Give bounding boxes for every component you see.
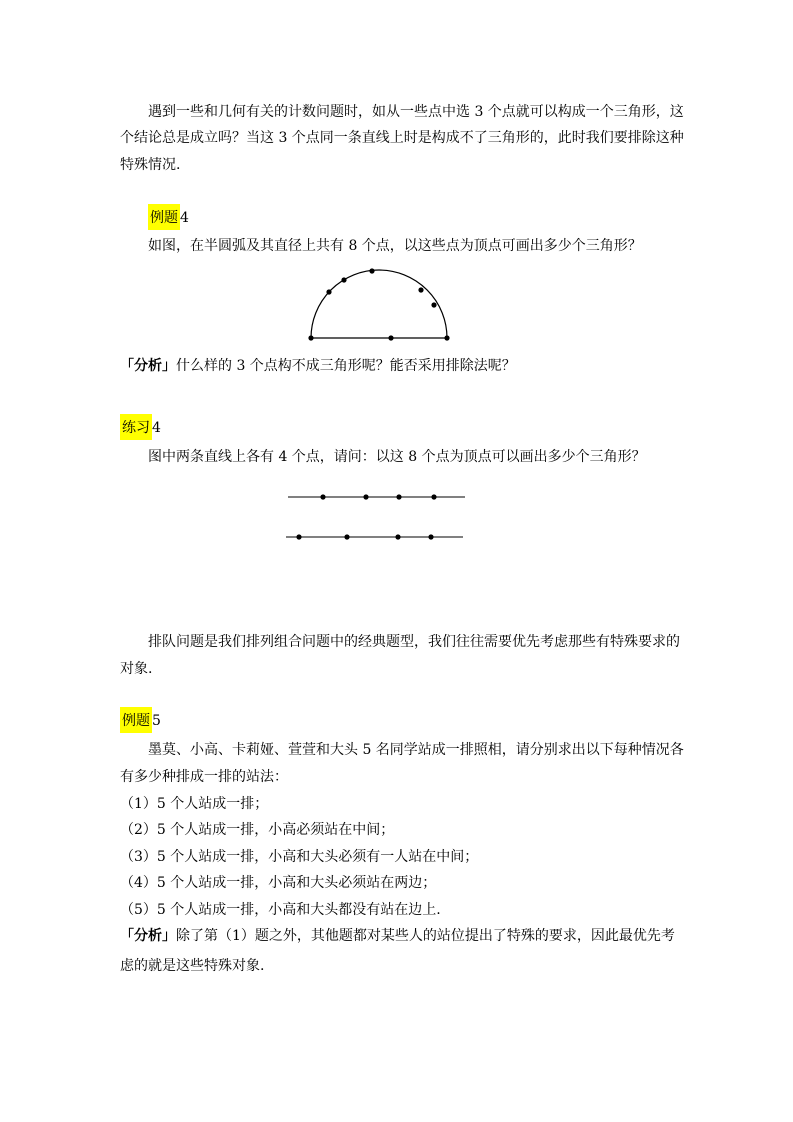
example5-item-3: （3）5 个人站成一排，小高和大头必须有一人站在中间； [120, 849, 479, 865]
example5-question-line2: 有多少种排成一排的站法： [120, 769, 288, 785]
top-point-4 [431, 494, 436, 499]
point-arc-1 [326, 289, 331, 294]
semicircle-figure [300, 262, 460, 348]
example5-analysis-line2: 虑的就是这些特殊对象. [120, 958, 265, 974]
point-arc-3 [369, 268, 374, 273]
example5-label: 例题 [120, 707, 152, 733]
intro2-line1: 排队问题是我们排列组合问题中的经典题型，我们往往需要优先考虑那些有特殊要求的 [148, 634, 680, 650]
bottom-point-4 [428, 534, 433, 539]
top-point-2 [363, 494, 368, 499]
example4-question: 如图，在半圆弧及其直径上共有 8 个点，以这些点为顶点可画出多少个三角形？ [148, 238, 642, 254]
practice4-question: 图中两条直线上各有 4 个点，请问：以这 8 个点为顶点可以画出多少个三角形？ [148, 449, 646, 465]
example4-analysis [120, 356, 516, 376]
intro1-line3: 特殊情况. [120, 157, 181, 173]
intro2-line2: 对象. [120, 661, 153, 677]
example4-heading [148, 208, 189, 228]
example5-item-4: （4）5 个人站成一排，小高和大头必须站在两边； [120, 875, 437, 891]
top-point-3 [396, 494, 401, 499]
semicircle-arc [311, 270, 447, 338]
example5-analysis-text: 除了第（1）题之外，其他题都对某些人的站位提出了特殊的要求，因此最优先考 [176, 928, 675, 944]
point-arc-5 [431, 302, 436, 307]
example5-heading [120, 711, 161, 731]
intro1-line1: 遇到一些和几何有关的计数问题时，如从一些点中选 3 个点就可以构成一个三角形，这 [148, 104, 684, 120]
example4-analysis-text: 什么样的 3 个点构不成三角形呢？能否采用排除法呢？ [176, 358, 516, 374]
example4-label: 例题 [148, 204, 180, 230]
example4-number: 4 [180, 210, 189, 226]
intro1-line2: 个结论总是成立吗？当这 3 个点同一条直线上时是构成不了三角形的，此时我们要排除这种 [120, 130, 684, 146]
point-diameter-middle [388, 335, 393, 340]
point-diameter-right [444, 335, 449, 340]
example4-analysis-tag: 「分析」 [120, 358, 176, 374]
example5-analysis-line1 [120, 926, 675, 946]
point-arc-2 [341, 277, 346, 282]
example5-item-2: （2）5 个人站成一排，小高必须站在中间； [120, 822, 395, 838]
bottom-point-1 [296, 534, 301, 539]
example5-item-1: （1）5 个人站成一排； [120, 796, 269, 812]
example5-item-5: （5）5 个人站成一排，小高和大头都没有站在边上. [120, 902, 441, 918]
practice4-heading [120, 418, 161, 438]
example5-analysis-tag: 「分析」 [120, 928, 176, 944]
practice4-number: 4 [152, 420, 161, 436]
example5-question-line1: 墨莫、小高、卡莉娅、萱萱和大头 5 名同学站成一排照相，请分别求出以下每种情况各 [148, 742, 684, 758]
bottom-point-2 [344, 534, 349, 539]
bottom-point-3 [395, 534, 400, 539]
two-lines-figure [280, 486, 470, 546]
example5-number: 5 [152, 713, 161, 729]
point-diameter-left [308, 335, 313, 340]
point-arc-4 [418, 287, 423, 292]
top-point-1 [320, 494, 325, 499]
practice4-label: 练习 [120, 414, 152, 440]
